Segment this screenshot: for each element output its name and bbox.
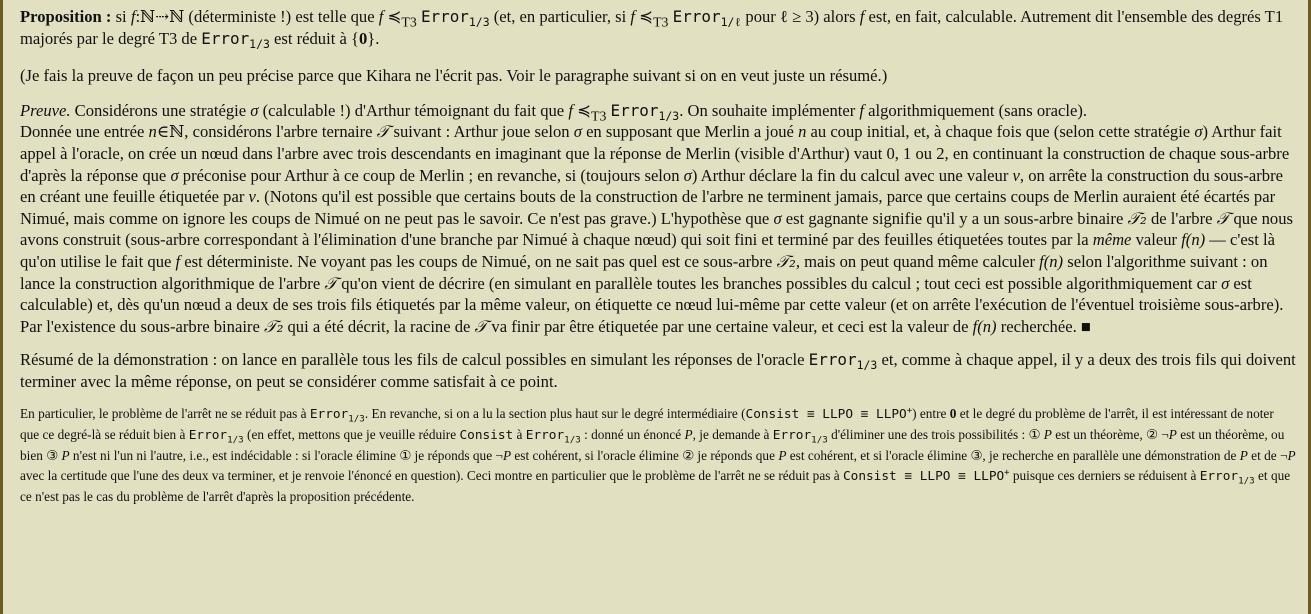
math-subscript: T3 [653,14,669,30]
text: Consist ≡ LLPO ≡ LLPO [842,468,1005,484]
qed-symbol: ■ [1080,316,1091,336]
text: . En revanche, si on a lu la section plus haut sur le degré intermédiaire ( [364,405,746,421]
text: puisque ces derniers se réduisent à [1009,467,1200,483]
math-fn: f(n) [1181,230,1206,250]
math-subscript: T3 [591,108,607,124]
text: Error [808,350,857,370]
text: que nous avons construit (sous-arbre correspondant à l'élimination d'une branche par Nimué à chaque nœud) qui soit fini et terminé par des feuilles étiquetées toutes par la [20,208,1293,250]
text: n'est ni l'un ni l'autre, i.e., est indécidable : si l'oracle élimine ① je réponds que ¬ [69,447,503,463]
text: d'éliminer une des trois possibilités : ① [827,426,1044,442]
text: et que ce n'est pas le cas du problème de l'arrêt d'après la proposition précédente. [20,467,1291,504]
error-oracle [610,100,680,123]
text: est cohérent, et si l'oracle élimine ③, je recherche en parallèle une démonstration de [786,447,1240,463]
text: — c'est là qu'on utilise le fait que [20,230,1275,271]
error-oracle [808,350,878,373]
text: Error [309,406,349,422]
text: Error [1199,468,1239,484]
text: avec la certitude que l'une des deux va terminer, et je renvoie l'énoncé en question). Ceci montre en particulier que le problème de l'arrêt ne se réduit pas à [20,467,843,483]
error-oracle [309,406,365,425]
text: Error [420,7,469,26]
text: ) entre [912,405,950,421]
text: Error [188,427,228,443]
text: Error [610,100,659,120]
text: recherchée. [996,316,1081,336]
error-oracle [420,7,490,30]
text: : donné un énoncé [580,426,685,442]
math-relation: ≼ [635,7,654,26]
text: de l'arbre [1146,208,1217,228]
zero-degree: 0 [949,405,957,421]
text: 1/3 [856,358,878,373]
text: . (Notons qu'il est possible que certains bouts de la construction de l'arbre ne terminent jamais, parce que certains coups de Merlin auraient été écartés par Nimué, mais comme on ignore les coups de Nimué on ne peut pas le savoir. Ce n'est pas grave.) L'hypothèse que [20,187,1276,228]
text: qui a été décrit, la racine de [283,316,475,336]
math-f: f [130,7,136,26]
error-oracle [201,28,270,51]
text: (et, en particulier, si [489,7,631,26]
math-p: P [1043,426,1052,442]
math-p: P [1287,447,1296,463]
text: 1/3 [811,434,828,446]
math-f: f [378,7,384,26]
text: Donnée une entrée [20,122,149,142]
text: est gagnante signifie qu'il y a un sous-arbre binaire [781,208,1128,228]
math-tree-2: 𝒯₂ [1127,208,1147,228]
consist-equivalence [746,407,913,422]
text: est, en fait, calculable. Autrement dit l'ensemble des degrés T1 majorés par le degré T3 de [20,7,1284,48]
text: }. [367,28,380,48]
text: algorithmiquement (sans oracle). [864,100,1088,120]
math-v: v [1012,165,1020,185]
text: va finir par être étiquetée par une certaine valeur, et ceci est la valeur de [487,316,973,336]
text: , on arrête la construction du sous-arbre en créant une feuille étiquetée par [20,165,1283,207]
text: est cohérent, si l'oracle élimine ② je réponds que [511,447,779,463]
math-relation: ≼ [572,100,592,120]
math-f: f [859,100,865,120]
math-f: f [630,7,636,26]
text: Consist ≡ LLPO ≡ LLPO [745,406,907,422]
document-body [20,6,1296,507]
text: au coup initial, et, à chaque fois que (selon cette stratégie [806,122,1195,142]
math-f: f [568,100,573,120]
math-p: P [684,426,693,442]
text: Résumé de la démonstration : on lance en parallèle tous les fils de calcul possibles en simulant les réponses de l'oracle [20,350,809,370]
text: est un théorème, ② ¬ [1051,426,1169,442]
text: et de ¬ [1247,447,1288,463]
math-relation: ≼ [383,7,402,26]
text: 1/3 [468,15,490,30]
consist-problem: Consist [459,427,514,443]
math-tree: 𝒯 [474,316,488,336]
text: (calculable !) d'Arthur témoignant du fait que [258,100,569,120]
consist-equivalence [843,469,1010,484]
text: et, comme à chaque appel, il y a deux des trois fils qui doivent terminer avec la même réponse, on peut se considérer comme satisfait à ce point. [20,350,1296,391]
text: pour ℓ ≥ 3) alors [741,7,860,26]
proof-label: Preuve. [20,100,71,120]
proposition-label: Proposition : [20,7,112,26]
text: Error [201,28,250,48]
text: ) Arthur déclare la fin du calcul avec une valeur [691,165,1013,185]
text: est un théorème, ou bien ③ [20,426,1285,463]
proof-paragraph [20,100,1296,338]
text: + [1004,467,1010,478]
text: Error [672,7,721,26]
error-oracle [1199,468,1255,487]
text: Error [525,427,565,443]
text: et le degré du problème de l'arrêt, il est intéressant de noter que ce degré-là se réduit bien à [20,405,1274,442]
text: en supposant que Merlin a joué [581,122,799,142]
math-sigma: σ [573,122,582,142]
text: qu'on vient de décrire (en simulant en parallèle toutes les branches possibles du calcul ; tout ceci est possible algorithmiquement car [337,273,1222,293]
text: suivant : Arthur joue selon [389,122,574,142]
text: , je demande à [692,426,773,442]
error-oracle [188,427,244,446]
text: selon l'algorithme suivant : on lance la construction algorithmique de l'arbre [20,251,1268,293]
text: est réduit à { [269,28,359,48]
zero-degree: 0 [358,28,368,48]
math-tree: 𝒯 [1216,208,1230,228]
text: 1/3 [564,434,581,446]
text: si [111,7,131,26]
text: 1/ℓ [720,15,742,30]
text: 1/3 [348,413,365,425]
math-subscript: T3 [401,14,417,30]
math-f: f [859,7,865,26]
text: 1/3 [227,434,244,446]
math-tree-2: 𝒯₂ [263,316,284,336]
text: à [513,426,526,442]
text: :ℕ⇢ℕ (déterministe !) est telle que [135,7,379,26]
text: préconise pour Arthur à ce coup de Merlin ; en revanche, si (toujours selon [178,165,684,185]
math-p: P [502,447,512,463]
remark-paragraph [20,404,1296,507]
error-oracle [772,427,828,446]
math-sigma: σ [773,208,782,228]
text: ) Arthur fait appel à l'oracle, on crée un nœud dans l'arbre avec trois descendants en imaginant que la réponse de Merlin (visible d'Arthur) vaut 0, 1 ou 2, en continuant la construction de chaque sous-arbre d'après la réponse que [20,122,1290,185]
summary-paragraph [20,349,1296,392]
text: + [906,405,913,416]
math-sigma: σ [250,100,259,120]
math-tree-2: 𝒯₂ [776,251,796,271]
proposition-paragraph [20,6,1296,49]
error-oracle [525,427,581,446]
math-p: P [1168,426,1177,442]
math-fn: f(n) [1039,251,1064,271]
text: valeur [1131,230,1182,250]
text: (en effet, mettons que je veuille réduire [243,426,460,442]
text: 1/3 [249,36,270,51]
text: , mais on peut quand même calculer [795,251,1040,271]
error-oracle-l [672,7,742,30]
math-p: P [1239,447,1248,463]
math-sigma: σ [683,165,692,185]
text: est déterministe. Ne voyant pas les coups de Nimué, on ne sait pas quel est ce sous-arbre [180,251,777,271]
text: . On souhaite implémenter [679,100,860,120]
text: ∈ℕ, considérons l'arbre ternaire [156,122,377,142]
note-paragraph: (Je fais la preuve de façon un peu précise parce que Kihara ne l'écrit pas. Voir le paragraphe suivant si on en veut juste un résumé.) [20,66,888,86]
math-tree: 𝒯 [376,122,390,142]
text: Error [772,427,812,443]
math-p: P [61,447,70,463]
text: 1/3 [658,108,680,123]
math-sigma: σ [1221,273,1230,293]
text: En particulier, le problème de l'arrêt ne se réduit pas à [20,405,310,421]
math-n: n [148,122,157,142]
math-v: v [248,187,256,207]
text: est calculable) et, dès qu'un nœud a deux de ses trois fils étiquetés par la même valeur, on étiquette ce nœud lui-même par cette valeur (et on arrête l'exécution de l'éventuel troisième sous-arbre). Par l'existence du sous-arbre binaire [20,273,1284,336]
math-fn: f(n) [972,316,997,336]
emphasis: même [1092,230,1132,250]
math-p: P [778,447,787,463]
math-n: n [798,122,807,142]
math-sigma: σ [1194,122,1203,142]
text: 1/3 [1238,475,1255,487]
text: Considérons une stratégie [70,100,251,120]
math-sigma: σ [170,165,179,185]
math-f: f [175,251,181,271]
math-tree: 𝒯 [324,273,338,293]
